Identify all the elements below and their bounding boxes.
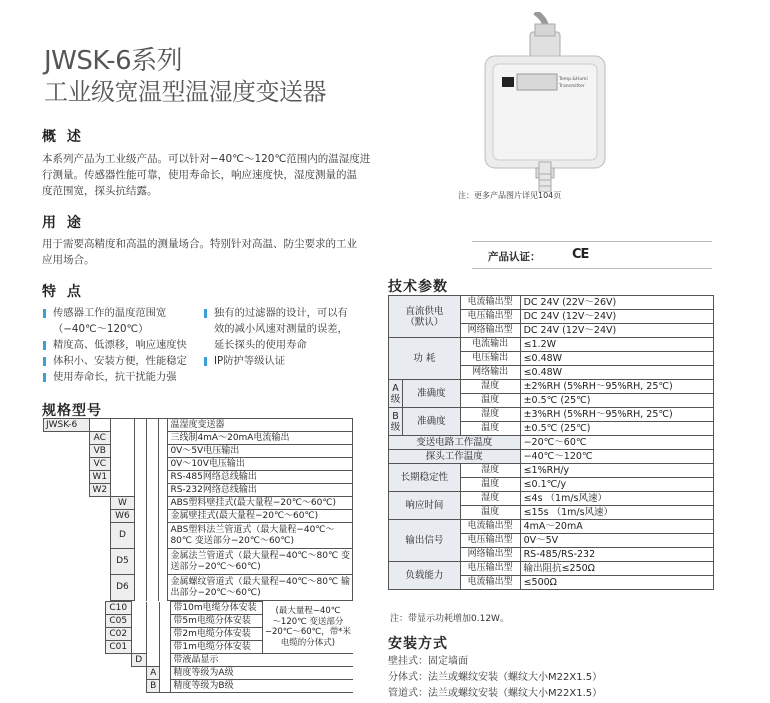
table-row: VC 0V～10V电压输出 [44, 458, 353, 471]
table-row: 网络输出型 DC 24V (12V～24V) [389, 324, 714, 338]
ce-mark: CE [572, 247, 589, 262]
table-row: 电压输出型 0V～5V [389, 534, 714, 548]
feature-item: 独有的过滤器的设计，可以有 [203, 305, 348, 321]
table-row: 负载能力 电压输出型 输出阻抗≤250Ω [389, 562, 714, 576]
spec-table [388, 295, 714, 590]
table-row: 温度 ±0.5℃ (25℃) [389, 394, 714, 408]
table-row: W6 金属壁挂式(最大量程−20℃～60℃) [44, 510, 353, 523]
usage-heading: 用 途 [42, 215, 84, 231]
table-row: 温度 ±0.5℃ (25℃) [389, 422, 714, 436]
image-note: 注：更多产品图片详见104页 [458, 191, 562, 200]
table-row: A 级 准确度 湿度 ±2%RH (5%RH～95%RH, 25℃) [389, 380, 714, 394]
overview-text: 本系列产品为工业级产品。可以针对−40℃～120℃范围内的温湿度进 行测量。传感器性能可靠，使用寿命长，响应速度快，湿度测量的温 度范围宽，探头抗结露。 [42, 153, 371, 197]
series-title: JWSK-6系列 [44, 46, 183, 76]
feature-item: IP防护等级认证 [203, 353, 348, 369]
table-row: D 带液晶显示 [43, 654, 353, 667]
table-row: D6 金属螺纹管道式（最大量程−40℃～80℃ 输 出部分−20℃～60℃) [44, 575, 353, 601]
cert-label: 产品认证： [488, 251, 541, 263]
cable-table [43, 601, 353, 693]
feature-item: 精度高、低漂移，响应速度快 [42, 337, 187, 353]
table-row: C05 带5m电缆分体安装 [43, 615, 353, 628]
feature-item: 传感器工作的温度范围宽 [42, 305, 187, 321]
table-row: 网络输出 ≤0.48W [389, 366, 714, 380]
table-row: 直流供电 （默认） 电流输出型 DC 24V (22V～26V) [389, 296, 714, 310]
table-row: 响应时间 湿度 ≤4s （1m/s风速） [389, 492, 714, 506]
table-row: W2 RS-232网络总线输出 [44, 484, 353, 497]
table-row: 长期稳定性 湿度 ≤1%RH/y [389, 464, 714, 478]
ordering-heading: 规格型号 [42, 403, 102, 419]
device-image [455, 12, 625, 192]
table-row: 电流输出型 ≤500Ω [389, 576, 714, 590]
table-row: 变送电路工作温度 −20℃～60℃ [389, 436, 714, 450]
table-row: D5 金属法兰管道式（最大量程−40℃～80℃ 变 送部分−20℃～60℃) [44, 549, 353, 575]
device-label-2: Transmitter [559, 84, 585, 89]
cert-box [472, 241, 712, 269]
feature-item: 体积小、安装方便，性能稳定 [42, 353, 187, 369]
device-label-1: Temp.&Humi [559, 77, 588, 82]
features-left: 传感器工作的温度范围宽 （−40℃～120℃） 精度高、低漂移，响应速度快 体积小、安装方便，性能稳定 使用寿命长，抗干扰能力强 [42, 305, 187, 385]
table-row: W ABS塑料壁挂式(最大量程−20℃～60℃) [44, 497, 353, 510]
table-row: W1 RS-485网络总线输出 [44, 471, 353, 484]
table-row: B 精度等级为B级 [43, 680, 353, 693]
feature-item: 使用寿命长，抗干扰能力强 [42, 369, 187, 385]
table-row: C02 带2m电缆分体安装 [43, 628, 353, 641]
table-row: 网络输出型 RS-485/RS-232 [389, 548, 714, 562]
table-row: 电压输出 ≤0.48W [389, 352, 714, 366]
table-row: AC 三线制4mA～20mA电流输出 [44, 432, 353, 445]
model-code: JWSK-6 [44, 419, 90, 432]
table-row: 温度 ≤0.1℃/y [389, 478, 714, 492]
spec-note: 注：带显示功耗增加0.12W。 [390, 614, 509, 624]
usage-text: 用于需要高精度和高温的测量场合。特别针对高温、防尘要求的工业 应用场合。 [42, 238, 357, 266]
table-row: 温度 ≤15s （1m/s风速） [389, 506, 714, 520]
features-right: 独有的过滤器的设计，可以有 效的减小风速对测量的误差， 延长探头的使用寿命 IP防护等级认证 [203, 305, 348, 369]
table-row: 探头工作温度 −40℃～120℃ [389, 450, 714, 464]
table-row: C01 带1m电缆分体安装 [43, 641, 353, 654]
ordering-table [43, 418, 353, 601]
model-desc: 温湿度变送器 [168, 419, 353, 432]
product-title: 工业级宽温型温湿度变送器 [44, 78, 326, 106]
features-heading: 特 点 [42, 284, 84, 300]
cable-note: (最大量程−40℃ ～120℃ 变送部分 −20℃～60℃，带*米 电缆的分体式) [264, 606, 351, 648]
table-row: VB 0V～5V电压输出 [44, 445, 353, 458]
table-row: A 精度等级为A级 [43, 667, 353, 680]
table-row: 功 耗 电流输出 ≤1.2W [389, 338, 714, 352]
table-row: C10 带10m电缆分体安装 (最大量程−40℃ ～120℃ 变送部分 −20℃～60℃，带*米 电缆的分体式) [43, 602, 353, 615]
table-row [44, 419, 353, 432]
overview-heading: 概 述 [42, 129, 84, 145]
specs-heading: 技术参数 [388, 279, 448, 295]
table-row: 电压输出型 DC 24V (12V～24V) [389, 310, 714, 324]
table-row: B 级 准确度 湿度 ±3%RH (5%RH～95%RH, 25℃) [389, 408, 714, 422]
table-row: 输出信号 电流输出型 4mA～20mA [389, 520, 714, 534]
install-text: 壁挂式：固定墙面 分体式：法兰或螺纹安装（螺纹大小M22X1.5） 管道式：法兰或螺纹安装（螺纹大小M22X1.5） [388, 656, 603, 699]
install-heading: 安装方式 [388, 636, 448, 652]
table-row: D ABS塑料法兰管道式（最大量程−40℃～ 80℃ 变送部分−20℃～60℃) [44, 523, 353, 549]
